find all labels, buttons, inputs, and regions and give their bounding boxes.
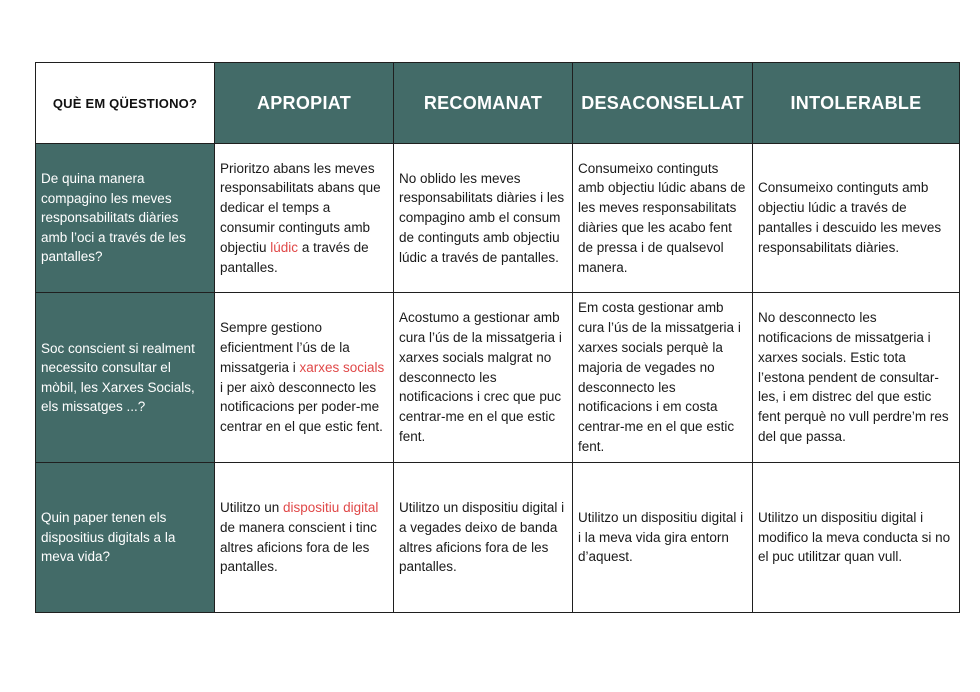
- answer-text: Sempre gestiono eficientment l’ús de la missatgeria i: [220, 320, 350, 375]
- level-header-apropiat: APROPIAT: [215, 63, 394, 144]
- answer-text: No oblido les meves responsabilitats diàries i les compagino amb el consum de continguts amb objectiu lúdic a través de pantalles.: [399, 170, 565, 265]
- level-header-intolerable: INTOLERABLE: [753, 63, 960, 144]
- answer-text-continued: a través de pantalles.: [220, 239, 369, 275]
- answer-cell: [215, 463, 394, 613]
- answer-cell: [753, 293, 960, 463]
- table-row: [36, 463, 960, 613]
- answer-text: Utilitzo un dispositiu digital i i la meva vida gira entorn d’aquest.: [578, 509, 744, 565]
- question-cell: De quina manera compagino les meves responsabilitats diàries amb l’oci a través de les pantalles?: [36, 144, 215, 293]
- header-row: [36, 63, 960, 144]
- answer-text: Utilitzo un: [220, 499, 284, 515]
- answer-text: Utilitzo un dispositiu digital i modifico la meva conducta si no el puc utilitzar quan vull.: [758, 509, 951, 565]
- corner-header: QUÈ EM QÜESTIONO?: [36, 63, 215, 144]
- answer-text-continued: de manera conscient i tinc altres aficions fora de les pantalles.: [220, 519, 377, 575]
- answer-text: Consumeixo continguts amb objectiu lúdic abans de les meves responsabilitats diàries que les acabo fent de pressa i de qualsevol manera.: [578, 160, 746, 275]
- table-row: [36, 144, 960, 293]
- answer-cell: [394, 463, 573, 613]
- answer-text: Consumeixo continguts amb objectiu lúdic a través de pantalles i descuido les meves responsabilitats diàries.: [758, 180, 942, 255]
- answer-text: Utilitzo un dispositiu digital i a vegades deixo de banda altres aficions fora de les pantalles.: [399, 499, 565, 575]
- answer-cell: [215, 293, 394, 463]
- highlighted-term: lúdic: [270, 239, 299, 255]
- answer-cell: [753, 463, 960, 613]
- answer-cell: [215, 144, 394, 293]
- level-header-recomanat: RECOMANAT: [394, 63, 573, 144]
- answer-text: No desconnecto les notificacions de missatgeria i xarxes socials. Estic tota l’estona pendent de consultar-les, i em distrec del que estic fent perquè no vull perdre’m res del que passa.: [758, 310, 949, 444]
- answer-cell: [573, 463, 753, 613]
- answer-cell: [753, 144, 960, 293]
- answer-text: Prioritzo abans les meves responsabilitats abans que dedicar el temps a consumir continguts amb objectiu: [220, 160, 381, 255]
- answer-cell: [394, 293, 573, 463]
- table-row: [36, 293, 960, 463]
- answer-text: Em costa gestionar amb cura l’ús de la missatgeria i xarxes socials perquè la majoria de vegades no desconnecto les notificacions i em costa centrar-me en el que estic fent.: [578, 300, 741, 454]
- highlighted-term: dispositiu digital: [283, 499, 379, 515]
- highlighted-term: xarxes socials: [299, 359, 385, 375]
- answer-cell: [573, 293, 753, 463]
- rubric-table: [35, 62, 960, 613]
- answer-cell: [394, 144, 573, 293]
- answer-cell: [573, 144, 753, 293]
- level-header-desaconsellat: DESACONSELLAT: [573, 63, 753, 144]
- question-cell: Soc conscient si realment necessito consultar el mòbil, les Xarxes Socials, els missatges ...?: [36, 293, 215, 463]
- question-cell: Quin paper tenen els dispositius digitals a la meva vida?: [36, 463, 215, 613]
- answer-text-continued: i per això desconnecto les notificacions per poder-me centrar en el que estic fent.: [220, 379, 383, 435]
- answer-text: Acostumo a gestionar amb cura l’ús de la missatgeria i xarxes socials malgrat no desconnecto les notificacions i crec que puc centrar-me en el que estic fent.: [399, 310, 562, 444]
